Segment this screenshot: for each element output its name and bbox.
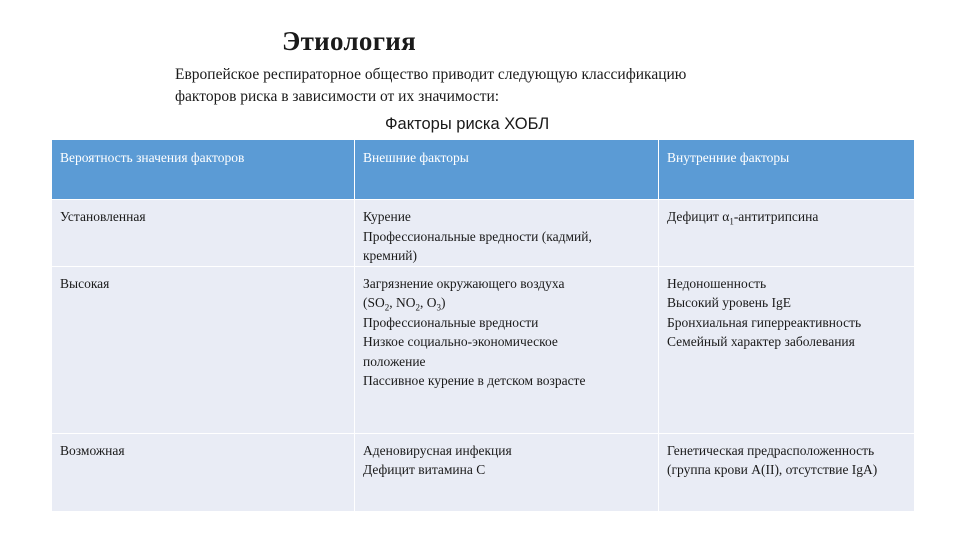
cell-line: Профессиональные вредности (кадмий,	[363, 228, 592, 244]
header-external: Внешние факторы	[355, 140, 659, 200]
cell-line: Аденовирусная инфекция	[363, 442, 512, 458]
cell-line: Бронхиальная гиперреактивность	[667, 314, 862, 330]
cell-probability: Установленная	[52, 200, 355, 267]
cell-external	[355, 266, 659, 433]
table-row	[52, 433, 915, 511]
risk-factors-table	[51, 139, 915, 512]
cell-probability: Возможная	[52, 433, 355, 511]
cell-line: (группа крови А(II), отсутствие IgA)	[667, 462, 878, 477]
cell-internal	[659, 200, 915, 267]
subscript: 2	[415, 302, 421, 313]
subscript: 1	[729, 216, 734, 227]
cell-internal	[659, 266, 915, 433]
text-fragment: , NO	[389, 295, 416, 310]
cell-line	[363, 293, 650, 313]
subscript: 2	[384, 302, 390, 313]
cell-line: Генетическая предрасположенность	[667, 442, 875, 458]
table-header-row	[52, 140, 915, 200]
cell-line: Курение	[363, 209, 411, 224]
cell-line: Пассивное курение в детском возрасте	[363, 373, 586, 388]
cell-line: Низкое социально-экономическое	[363, 334, 558, 349]
intro-line-2: факторов риска в зависимости от их значимости:	[175, 88, 500, 105]
header-probability: Вероятность значения факторов	[52, 140, 355, 200]
header-internal: Внутренние факторы	[659, 140, 915, 200]
cell-line: Семейный характер заболевания	[667, 334, 855, 349]
cell-line: Дефицит витамина С	[363, 462, 486, 477]
cell-probability: Высокая	[52, 266, 355, 433]
text-fragment: Дефицит α	[667, 209, 730, 224]
cell-line: положение	[363, 353, 426, 369]
cell-line: Профессиональные вредности	[363, 314, 539, 330]
cell-line: Загрязнение окружающего воздуха	[363, 275, 565, 291]
subscript: 3	[436, 302, 442, 313]
table-row	[52, 200, 915, 267]
intro-line-1: Европейское респираторное общество приводит следующую классификацию	[175, 66, 687, 83]
cell-line: Высокий уровень IgE	[667, 295, 791, 310]
cell-internal	[659, 433, 915, 511]
table-caption: Факторы риска ХОБЛ	[385, 115, 550, 133]
text-fragment: -антитрипсина	[733, 209, 819, 224]
cell-line: Недоношенность	[667, 275, 767, 291]
text-fragment: )	[441, 295, 446, 310]
table-row	[52, 266, 915, 433]
cell-line	[667, 207, 906, 227]
intro-text	[175, 64, 815, 108]
text-fragment: (SO	[363, 295, 385, 310]
cell-external	[355, 200, 659, 267]
cell-external	[355, 433, 659, 511]
cell-line: кремний)	[363, 248, 418, 263]
slide-title: Этиология	[282, 26, 417, 56]
text-fragment: , O	[420, 295, 437, 310]
